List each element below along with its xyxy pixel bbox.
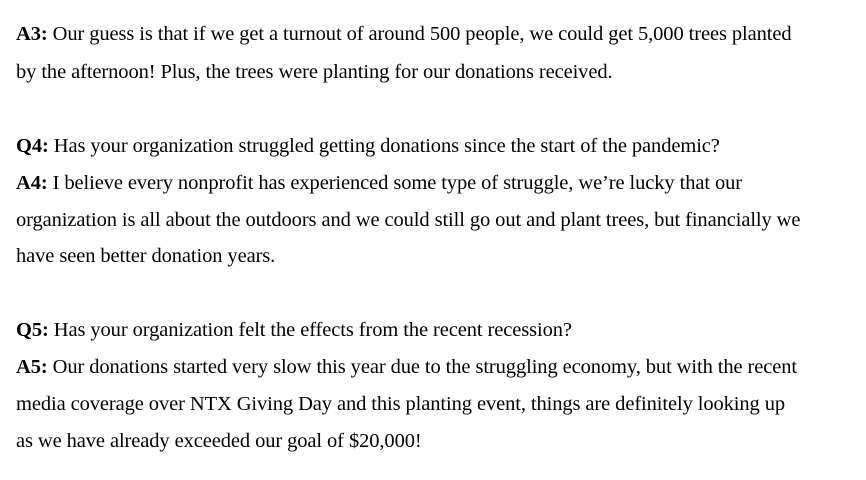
question-label: Q4: [16, 135, 49, 157]
answer-4-line-3 [16, 244, 275, 268]
answer-text: Our guess is that if we get a turnout of around 500 people, we could get 5,000 trees planted [47, 23, 792, 45]
question-5-line [16, 318, 572, 342]
answer-label: A3: [16, 23, 48, 45]
question-text: Has your organization struggled getting donations since the start of the pandemic? [48, 135, 720, 157]
answer-text: organization is all about the outdoors and we could still go out and plant trees, but financially we [16, 209, 801, 231]
answer-4-line-2 [16, 208, 800, 232]
answer-text: as we have already exceeded our goal of $20,000! [16, 430, 422, 452]
answer-5-line-3 [16, 429, 422, 453]
answer-5-line-1 [16, 355, 797, 379]
answer-label: A4: [16, 172, 48, 194]
answer-text: Our donations started very slow this year due to the struggling economy, but with the recent [47, 356, 798, 378]
question-4-line [16, 134, 720, 158]
answer-3-line-1 [16, 22, 791, 46]
answer-text: I believe every nonprofit has experienced some type of struggle, we’re lucky that our [47, 172, 743, 194]
answer-text: media coverage over NTX Giving Day and this planting event, things are definitely looking up [16, 393, 786, 415]
question-label: Q5: [16, 319, 49, 341]
answer-label: A5: [16, 356, 48, 378]
answer-4-line-1 [16, 171, 742, 195]
answer-5-line-2 [16, 392, 785, 416]
answer-text: have seen better donation years. [16, 245, 276, 267]
answer-3-line-2 [16, 60, 613, 84]
question-text: Has your organization felt the effects from the recent recession? [48, 319, 572, 341]
answer-text: by the afternoon! Plus, the trees were planting for our donations received. [16, 61, 613, 83]
